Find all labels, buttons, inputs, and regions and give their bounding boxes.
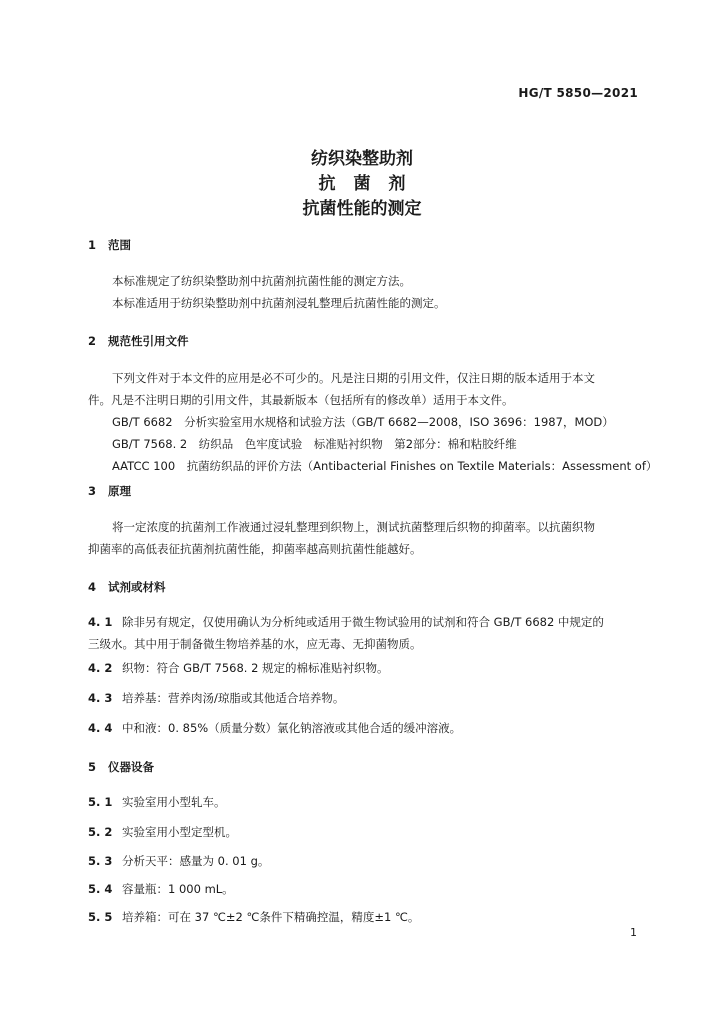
section-title: 规范性引用文件 [108,334,189,348]
reference-code: AATCC 100 [112,459,176,473]
clause-number: 5. 3 [88,854,113,868]
section-title: 范围 [108,238,131,252]
clause-text: 分析天平：感量为 0. 01 g。 [122,854,270,868]
section-number: 2 [88,334,97,348]
clause-5-2 [88,821,237,843]
clause-5-5 [88,906,419,928]
paragraph-continuation: 抑菌率的高低表征抗菌剂抗菌性能，抑菌率越高则抗菌性能越好。 [88,542,422,556]
clause-number: 4. 3 [88,691,113,705]
paragraph: 本标准适用于纺织染整助剂中抗菌剂浸轧整理后抗菌性能的测定。 [112,296,446,310]
paragraph: 下列文件对于本文件的应用是必不可少的。凡是注日期的引用文件，仅注日期的版本适用于本文 [112,371,595,385]
clause-5-1 [88,791,226,813]
reference-title: 分析实验室用水规格和试验方法（GB/T 6682—2008，ISO 3696：1987，MOD） [184,415,614,429]
clause-text: 培养箱：可在 37 ℃±2 ℃条件下精确控温，精度±1 ℃。 [122,910,420,924]
clause-number: 5. 1 [88,795,113,809]
clause-4-1 [88,611,604,655]
paragraph: 将一定浓度的抗菌剂工作液通过浸轧整理到织物上，测试抗菌整理后织物的抑菌率。以抗菌织物 [112,520,595,534]
title-line-3: 抗菌性能的测定 [302,199,422,219]
clause-number: 4. 2 [88,661,113,675]
reference-item [88,433,657,455]
section-5-heading [88,759,154,775]
section-number: 5 [88,760,97,774]
clause-4-3 [88,687,344,709]
clause-4-2 [88,657,389,679]
section-3-body [88,516,595,560]
clause-continuation: 三级水。其中用于制备微生物培养基的水，应无毒、无抑菌物质。 [88,637,422,651]
section-1-body [88,270,446,314]
reference-item [88,411,657,433]
clause-text: 实验室用小型定型机。 [122,825,237,839]
clause-text: 容量瓶：1 000 mL。 [122,882,234,896]
section-number: 1 [88,238,97,252]
section-title: 仪器设备 [108,760,154,774]
title-line-2: 抗菌剂 [318,174,424,194]
paragraph-continuation: 件。凡是不注明日期的引用文件，其最新版本（包括所有的修改单）适用于本文件。 [88,393,514,407]
section-title: 原理 [108,484,131,498]
reference-title: 抗菌纺织品的评价方法（Antibacterial Finishes on Textile Materials：Assessment of） [186,459,658,473]
clause-number: 5. 4 [88,882,113,896]
clause-number: 4. 4 [88,721,113,735]
reference-code: GB/T 7568. 2 [112,437,188,451]
clause-number: 4. 1 [88,615,113,629]
section-title: 试剂或材料 [108,580,166,594]
clause-text: 织物：符合 GB/T 7568. 2 规定的棉标准贴衬织物。 [122,661,389,675]
section-2-body [88,367,657,477]
section-1-heading [88,237,131,253]
standard-code: HG/T 5850—2021 [518,86,638,100]
reference-title: 纺织品 色牢度试验 标准贴衬织物 第2部分：棉和粘胶纤维 [198,437,517,451]
clause-text: 实验室用小型轧车。 [122,795,226,809]
page-number: 1 [630,926,637,939]
clause-text: 除非另有规定，仅使用确认为分析纯或适用于微生物试验用的试剂和符合 GB/T 6682 中规定的 [122,615,604,629]
clause-number: 5. 5 [88,910,113,924]
section-number: 4 [88,580,97,594]
clause-text: 中和液：0. 85%（质量分数）氯化钠溶液或其他合适的缓冲溶液。 [122,721,462,735]
clause-5-4 [88,878,234,900]
document-title [0,147,724,222]
section-3-heading [88,483,131,499]
clause-4-4 [88,717,461,739]
clause-text: 培养基：营养肉汤/琼脂或其他适合培养物。 [122,691,345,705]
paragraph: 本标准规定了纺织染整助剂中抗菌剂抗菌性能的测定方法。 [112,274,411,288]
section-number: 3 [88,484,97,498]
title-line-1: 纺织染整助剂 [311,149,413,169]
section-4-heading [88,579,166,595]
clause-5-3 [88,850,269,872]
section-2-heading [88,333,189,349]
reference-item [88,455,657,477]
reference-code: GB/T 6682 [112,415,173,429]
clause-number: 5. 2 [88,825,113,839]
